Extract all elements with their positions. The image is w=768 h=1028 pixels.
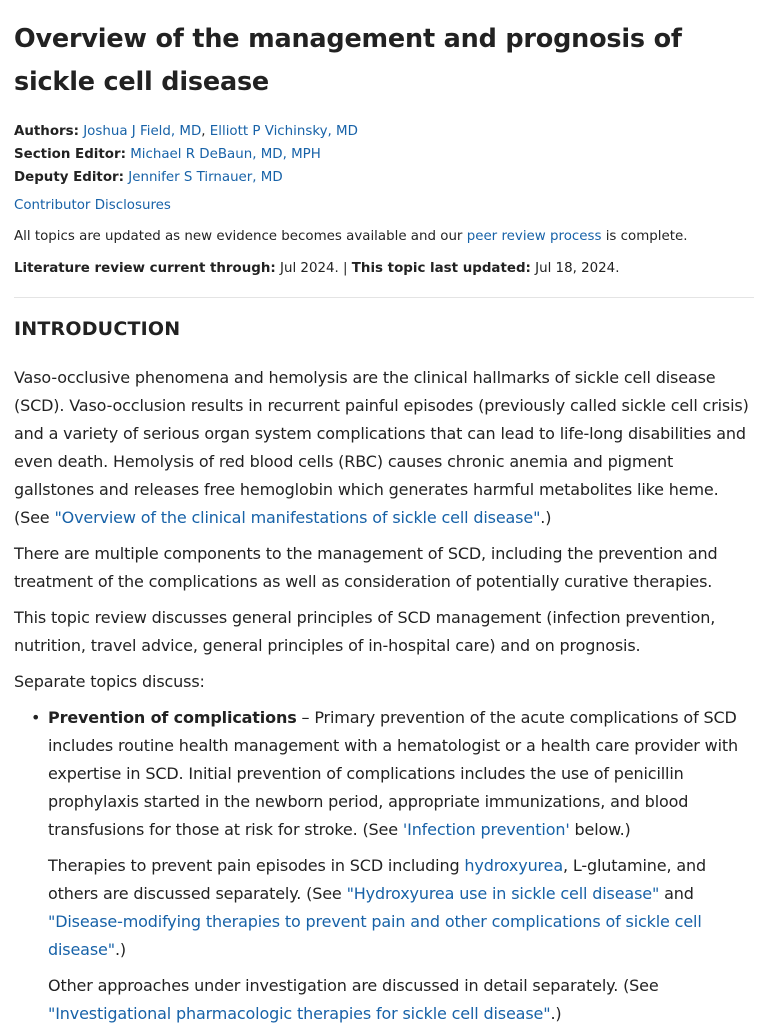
update-note bbox=[14, 228, 754, 246]
intro-paragraph-4: Separate topics discuss: bbox=[14, 672, 205, 691]
deputy-editor-row bbox=[14, 166, 754, 189]
para-tail: .) bbox=[540, 508, 552, 527]
divider bbox=[14, 297, 754, 298]
investigational-therapies-link[interactable]: "Investigational pharmacologic therapies for sickle cell disease" bbox=[48, 1004, 551, 1023]
bullet-heading: Prevention of complications bbox=[48, 708, 297, 727]
sub-paragraph-therapies bbox=[14, 852, 754, 964]
author-link-field[interactable]: Joshua J Field, MD bbox=[83, 124, 202, 139]
section-editor-link[interactable]: Michael R DeBaun, MD, MPH bbox=[130, 147, 321, 162]
sub-text-3: and bbox=[659, 884, 694, 903]
hydroxyurea-topic-link[interactable]: "Hydroxyurea use in sickle cell disease" bbox=[346, 884, 660, 903]
byline bbox=[14, 120, 754, 189]
sub-tail: .) bbox=[114, 940, 126, 959]
literature-value: Jul 2024. bbox=[275, 261, 339, 276]
intro-paragraph-3: This topic review discusses general principles of SCD management (infection prevention, nutrition, travel advice, general principles of in-hospital care) and on prognosis. bbox=[14, 608, 716, 655]
update-note-tail: is complete. bbox=[601, 229, 688, 244]
bullet-icon: • bbox=[31, 708, 41, 727]
section-heading-introduction: INTRODUCTION bbox=[14, 318, 181, 340]
sub-text: Therapies to prevent pain episodes in SCD including bbox=[48, 856, 465, 875]
section-editor-row bbox=[14, 143, 754, 166]
deputy-editor-link[interactable]: Jennifer S Tirnauer, MD bbox=[128, 170, 283, 185]
updated-label: This topic last updated: bbox=[351, 261, 531, 276]
sub2-tail: .) bbox=[550, 1004, 562, 1023]
intro-paragraph-1 bbox=[14, 364, 754, 532]
infection-prevention-link[interactable]: 'Infection prevention' bbox=[402, 820, 570, 839]
author-link-vichinsky[interactable]: Elliott P Vichinsky, MD bbox=[209, 124, 358, 139]
list-item bbox=[14, 704, 754, 844]
deputy-editor-label: Deputy Editor: bbox=[14, 170, 124, 185]
authors-row: Authors: Joshua J Field, MD, Elliott P Vichinsky, MD bbox=[14, 124, 358, 139]
page-title: Overview of the management and prognosis of sickle cell disease bbox=[14, 24, 682, 97]
update-note-text: All topics are updated as new evidence becomes available and our bbox=[14, 229, 467, 244]
sub-paragraph-investigational bbox=[14, 972, 754, 1028]
bullet-tail: below.) bbox=[569, 820, 631, 839]
updated-value: Jul 18, 2024. bbox=[530, 261, 620, 276]
sub-text-2: , L-glutamine, and others are discussed separately. (See bbox=[48, 856, 706, 903]
bullet-text: – Primary prevention of the acute complications of SCD includes routine health management with a hematologist or a health care provider with expertise in SCD. Initial prevention of complications includes the use of penicillin prophylaxis started in the newborn period, appropriate immunizations, and blood transfusions for those at risk for stroke. (See bbox=[48, 708, 739, 839]
topic-list bbox=[14, 704, 754, 844]
disease-modifying-therapies-link[interactable]: "Disease-modifying therapies to prevent pain and other complications of sickle cell disease" bbox=[48, 912, 702, 959]
intro-paragraph-2: There are multiple components to the management of SCD, including the prevention and treatment of the complications as well as consideration of potentially curative therapies. bbox=[14, 544, 718, 591]
literature-label: Literature review current through: bbox=[14, 261, 276, 276]
contributor-disclosures-link[interactable]: Contributor Disclosures bbox=[14, 198, 171, 213]
para-text: Vaso-occlusive phenomena and hemolysis are the clinical hallmarks of sickle cell disease (SCD). Vaso-occlusion results in recurrent painful episodes (previously called sickle cell crisis) and a variety of serious organ system complications that can lead to life-long disabilities and even death. Hemolysis of red blood cells (RBC) causes chronic anemia and pigment gallstones and releases free hemoglobin which generates harmful metabolites like heme. (See bbox=[14, 368, 749, 527]
date-separator: | bbox=[338, 261, 352, 276]
peer-review-link[interactable]: peer review process bbox=[466, 229, 602, 244]
sub2-text: Other approaches under investigation are discussed in detail separately. (See bbox=[48, 976, 659, 995]
hydroxyurea-drug-link[interactable]: hydroxyurea bbox=[464, 856, 563, 875]
authors-label: Authors: bbox=[14, 124, 79, 139]
clinical-manifestations-link[interactable]: "Overview of the clinical manifestations of sickle cell disease" bbox=[54, 508, 541, 527]
section-editor-label: Section Editor: bbox=[14, 147, 126, 162]
review-dates bbox=[14, 260, 754, 278]
bullet-paragraph bbox=[48, 704, 754, 844]
